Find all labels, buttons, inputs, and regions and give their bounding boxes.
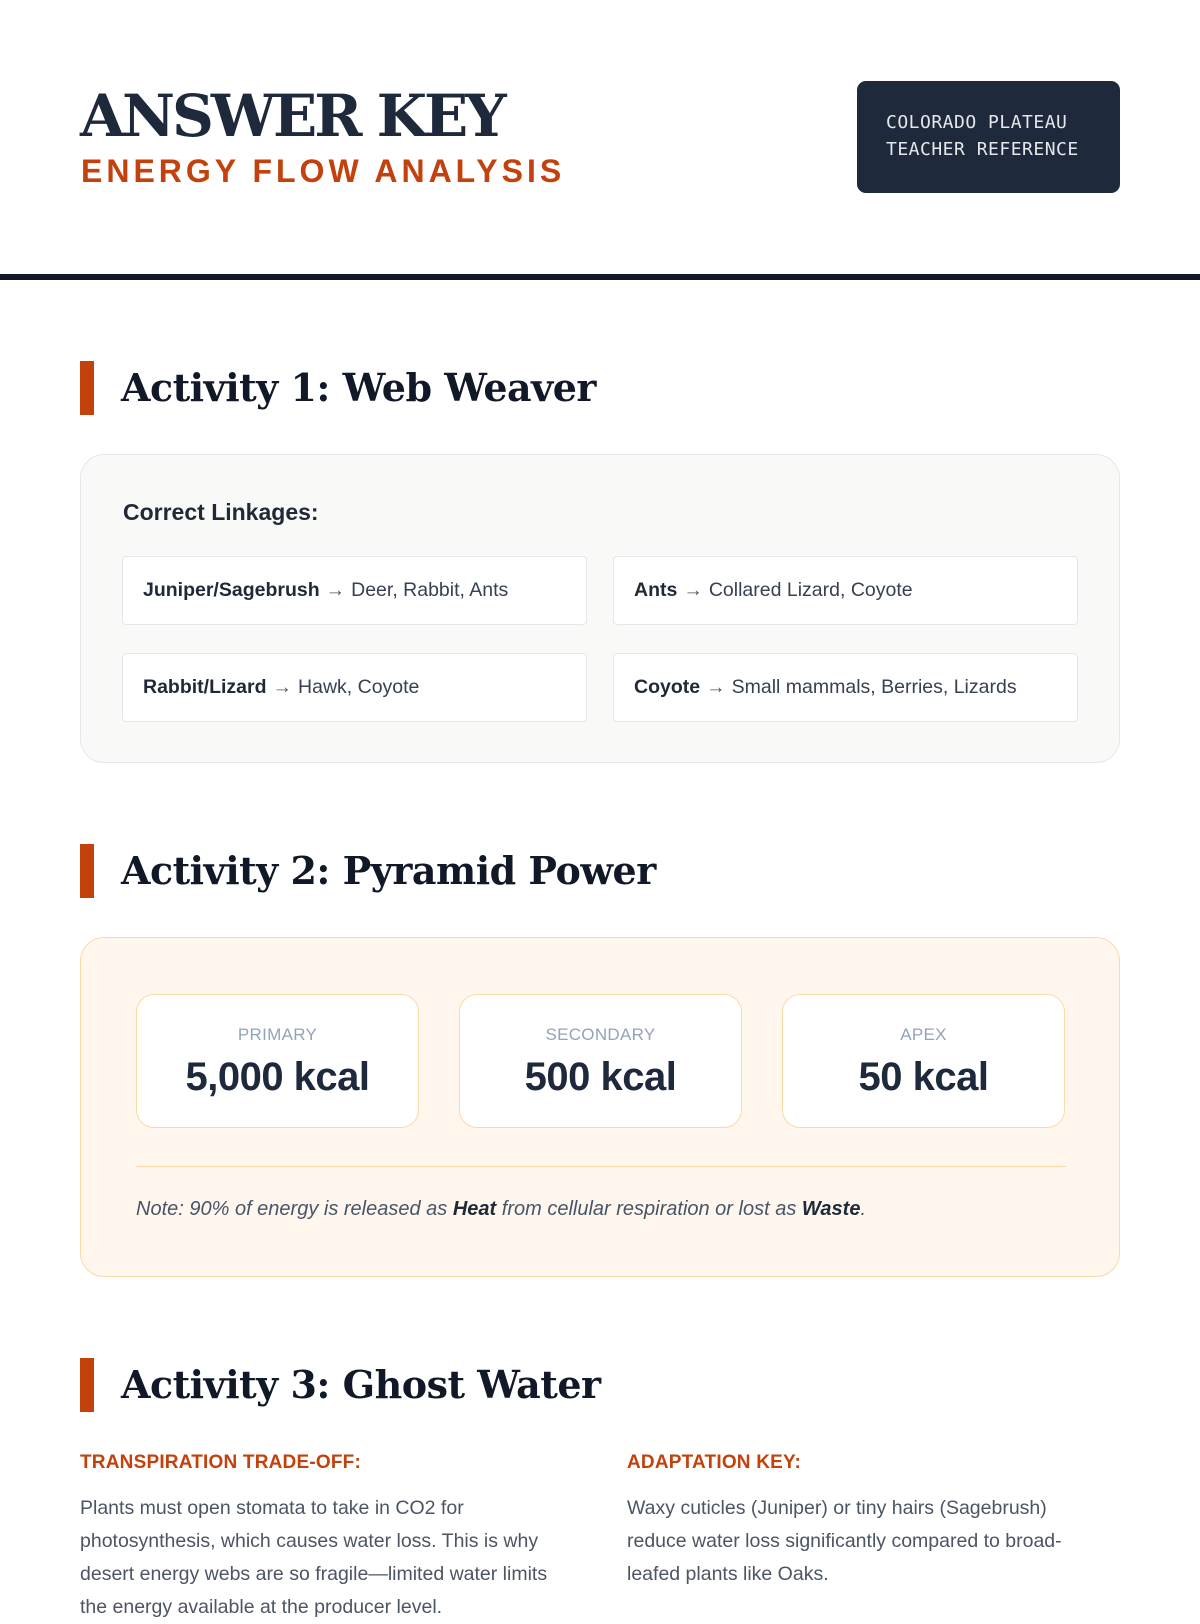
- reference-badge: [857, 81, 1120, 193]
- energy-level-value: 500 kcal: [524, 1055, 677, 1099]
- arrow-right-icon: →: [706, 676, 726, 698]
- card-divider: [136, 1166, 1066, 1167]
- badge-region: COLORADO PLATEAU: [886, 112, 1068, 133]
- note-waste: Waste: [801, 1198, 861, 1220]
- arrow-right-icon: →: [683, 579, 703, 601]
- linkage-item: [613, 556, 1078, 625]
- page-title: ANSWER KEY: [80, 82, 504, 150]
- arrow-right-icon: →: [272, 676, 293, 698]
- linkage-targets: Deer, Rabbit, Ants: [351, 579, 509, 601]
- note-text: Note: 90% of energy is released as: [136, 1198, 453, 1220]
- adaptation-column: [627, 1450, 1107, 1591]
- energy-level-label: SECONDARY: [545, 1025, 656, 1044]
- energy-level-value: 5,000 kcal: [185, 1055, 370, 1099]
- note-text: from cellular respiration or lost as: [496, 1198, 802, 1220]
- energy-loss-note: [136, 1196, 866, 1222]
- energy-level-primary: [136, 994, 419, 1128]
- badge-audience: TEACHER REFERENCE: [886, 139, 1079, 160]
- linkage-item: [613, 653, 1078, 722]
- page-subtitle: ENERGY FLOW ANALYSIS: [81, 153, 566, 189]
- linkage-source: Coyote: [634, 676, 701, 698]
- section-accent-bar: [80, 361, 94, 415]
- linkage-item: [122, 653, 587, 722]
- section-title: Activity 3: Ghost Water: [121, 1362, 601, 1407]
- linkages-label: Correct Linkages:: [123, 499, 319, 525]
- linkage-targets: Hawk, Coyote: [298, 676, 420, 698]
- energy-level-label: PRIMARY: [237, 1025, 318, 1044]
- transpiration-text: Plants must open stomata to take in CO2 for photosynthesis, which causes water loss. This is why desert energy webs are so fragile—limited water limits the energy available at the producer level.: [80, 1497, 548, 1618]
- energy-level-apex: [782, 994, 1065, 1128]
- section-title: Activity 1: Web Weaver: [121, 365, 596, 410]
- linkage-source: Ants: [634, 579, 678, 601]
- section-title: Activity 2: Pyramid Power: [121, 848, 656, 893]
- transpiration-heading: TRANSPIRATION TRADE-OFF:: [80, 1452, 361, 1473]
- transpiration-column: [80, 1450, 560, 1624]
- energy-level-value: 50 kcal: [858, 1055, 989, 1099]
- linkage-source: Juniper/Sagebrush: [143, 579, 320, 601]
- section-accent-bar: [80, 1358, 94, 1412]
- adaptation-heading: ADAPTATION KEY:: [627, 1452, 801, 1473]
- page-header: [0, 0, 1200, 280]
- linkage-item: [122, 556, 587, 625]
- linkages-card: [80, 454, 1120, 763]
- section-accent-bar: [80, 844, 94, 898]
- energy-pyramid-card: [80, 937, 1120, 1277]
- energy-level-secondary: [459, 994, 742, 1128]
- linkage-targets: Collared Lizard, Coyote: [708, 579, 913, 601]
- header-divider: [0, 274, 1200, 280]
- linkage-targets: Small mammals, Berries, Lizards: [731, 676, 1017, 698]
- energy-level-label: APEX: [900, 1025, 947, 1044]
- arrow-right-icon: →: [325, 579, 346, 601]
- note-text: .: [860, 1198, 866, 1220]
- linkage-source: Rabbit/Lizard: [143, 676, 267, 698]
- note-heat: Heat: [452, 1198, 497, 1220]
- adaptation-text: Waxy cuticles (Juniper) or tiny hairs (Sagebrush) reduce water loss significantly compared to broad-leafed plants like Oaks.: [627, 1497, 1062, 1585]
